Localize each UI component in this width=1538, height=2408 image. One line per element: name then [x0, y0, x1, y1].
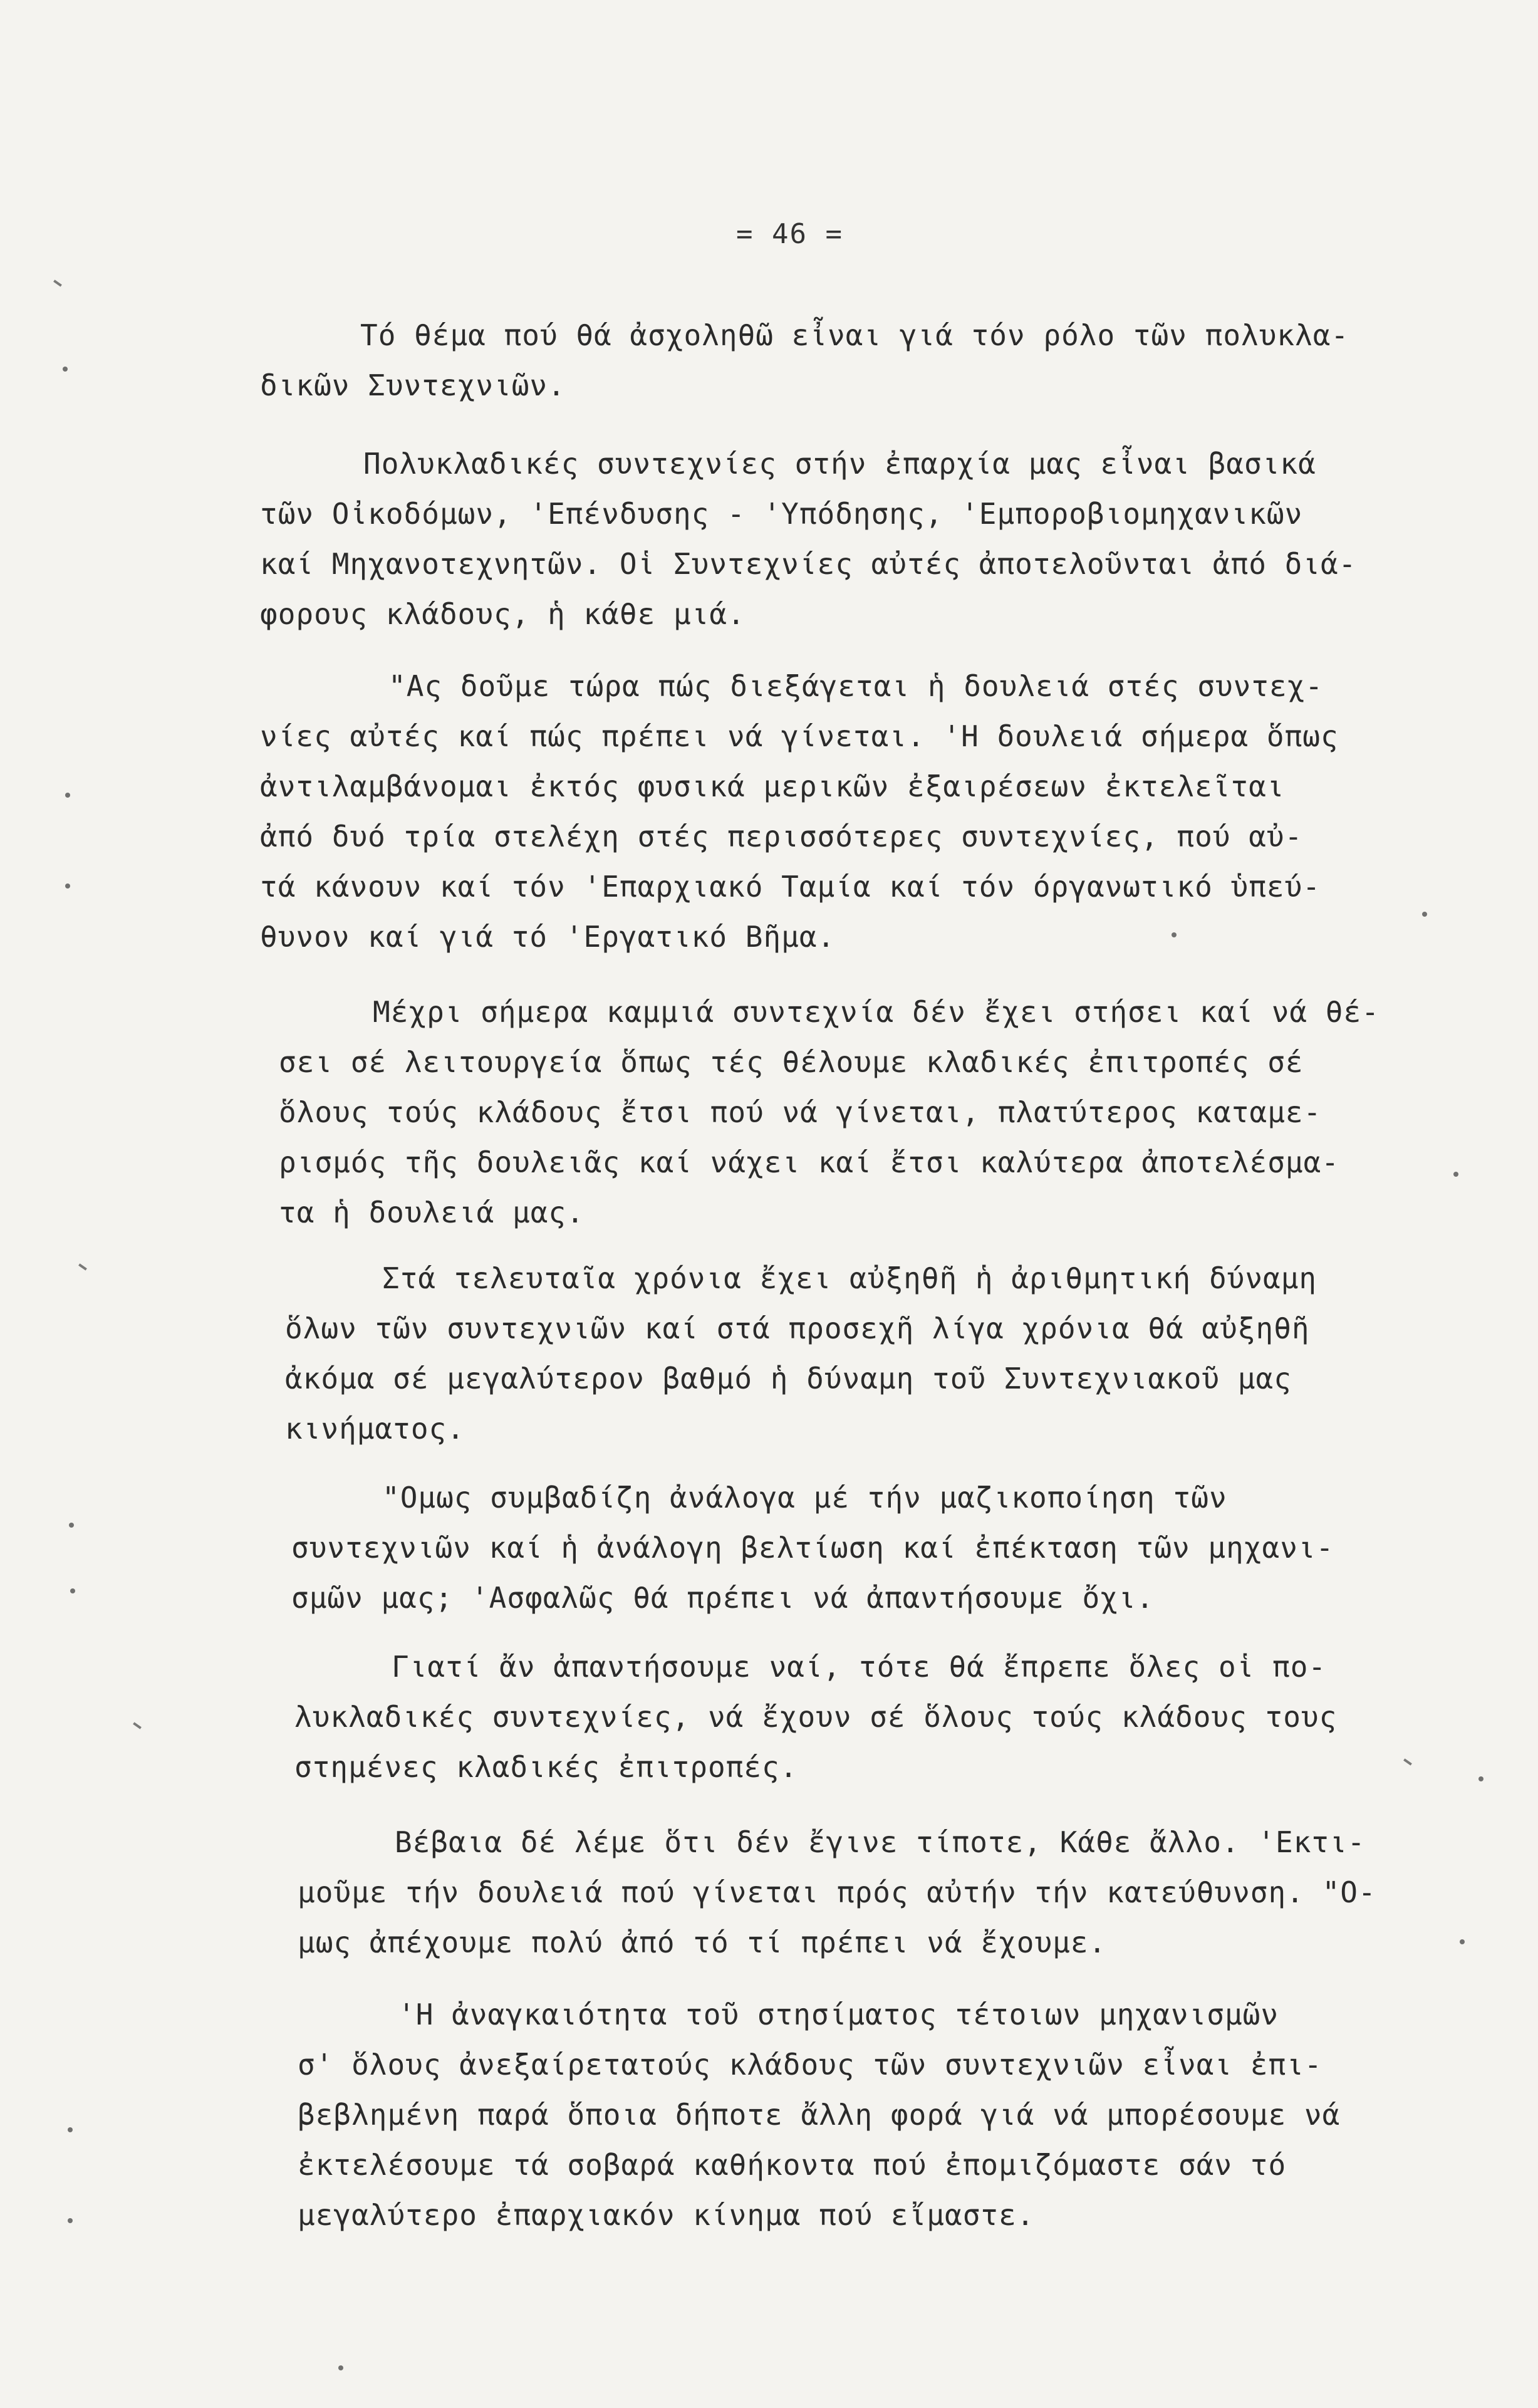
scan-speck: [1403, 1758, 1412, 1765]
paragraph-line: δικῶν Συντεχνιῶν.: [260, 368, 566, 402]
scan-speck: [70, 1588, 75, 1593]
paragraph-line: Μέχρι σήμερα καμμιά συντεχνία δέν ἔχει στήσει καί νά θέ-: [373, 995, 1380, 1029]
paragraph-line: φορους κλάδους, ἡ κάθε μιά.: [260, 597, 746, 631]
paragraph-line: σει σέ λειτουργεία ὅπως τές θέλουμε κλαδικές ἐπιτροπές σέ: [279, 1045, 1304, 1079]
scan-speck: [69, 1523, 74, 1528]
paragraph-line: συντεχνιῶν καί ἡ ἀνάλογη βελτίωση καί ἐπέκταση τῶν μηχανι-: [291, 1531, 1334, 1565]
paragraph-line: ρισμός τῆς δουλειᾶς καί νάχει καί ἔτσι καλύτερα ἀποτελέσμα-: [279, 1145, 1339, 1179]
paragraph-line: Τό θέμα πού θά ἀσχοληθῶ εἶναι γιά τόν ρόλο τῶν πολυκλα-: [360, 318, 1349, 352]
paragraph-line: τῶν Οἰκοδόμων, 'Επένδυσης - 'Υπόδησης, 'Εμποροβιομηχανικῶν: [260, 497, 1303, 531]
paragraph-line: ὅλων τῶν συντεχνιῶν καί στά προσεχῆ λίγα χρόνια θά αὐξηθῆ: [285, 1311, 1310, 1345]
paragraph-line: καί Μηχανοτεχνητῶν. Οἱ Συντεχνίες αὐτές ἀποτελοῦνται ἀπό διά-: [260, 547, 1357, 581]
scan-speck: [1453, 1172, 1458, 1177]
paragraph-line: τά κάνουν καί τόν 'Επαρχιακό Ταμία καί τόν όργανωτικό ὑπεύ-: [260, 870, 1321, 904]
scan-speck: [78, 1263, 87, 1270]
paragraph-line: ἀντιλαμβάνομαι ἐκτός φυσικά μερικῶν ἐξαιρέσεων ἐκτελεῖται: [260, 769, 1285, 803]
paragraph-line: ὅλους τούς κλάδους ἔτσι πού νά γίνεται, πλατύτερος καταμε-: [279, 1095, 1322, 1129]
paragraph-line: μως ἀπέχουμε πολύ ἀπό τό τί πρέπει νά ἔχουμε.: [298, 1926, 1107, 1959]
paragraph-line: "Ομως συμβαδίζη ἀνάλογα μέ τήν μαζικοποίηση τῶν: [382, 1481, 1227, 1514]
scan-speck: [63, 367, 68, 372]
scan-speck: [338, 2365, 343, 2370]
paragraph-line: σμῶν μας; 'Ασφαλῶς θά πρέπει νά ἀπαντήσουμε ὄχι.: [291, 1581, 1155, 1615]
paragraph-line: "Ας δοῦμε τώρα πώς διεξάγεται ἡ δουλειά στές συντεχ-: [388, 669, 1324, 703]
paragraph-line: νίες αὐτές καί πώς πρέπει νά γίνεται. 'Η δουλειά σήμερα ὅπως: [260, 719, 1339, 753]
paragraph-line: Βέβαια δέ λέμε ὅτι δέν ἔγινε τίποτε, Κάθε ἄλλο. 'Εκτι-: [395, 1825, 1366, 1859]
paragraph-line: ἐκτελέσουμε τά σοβαρά καθήκοντα πού ἐπομιζόμαστε σάν τό: [298, 2148, 1287, 2182]
scan-speck: [133, 1722, 142, 1729]
paragraph-line: θυνον καί γιά τό 'Εργατικό Βῆμα.: [260, 920, 836, 954]
paragraph-line: ἀπό δυό τρία στελέχη στές περισσότερες συντεχνίες, πού αὐ-: [260, 820, 1303, 853]
paragraph-line: Πολυκλαδικές συντεχνίες στήν ἐπαρχία μας εἶναι βασικά: [363, 447, 1316, 481]
paragraph-line: μεγαλύτερο ἐπαρχιακόν κίνημα πού εἴμαστε.: [298, 2198, 1035, 2232]
paragraph-line: τα ἡ δουλειά μας.: [279, 1196, 585, 1229]
paragraph-line: Γιατί ἄν ἀπαντήσουμε ναί, τότε θά ἔπρεπε ὅλες οἱ πο-: [392, 1650, 1327, 1684]
paragraph-line: Στά τελευταῖα χρόνια ἔχει αὐξηθῆ ἡ ἀριθμητική δύναμη: [382, 1261, 1317, 1295]
scan-speck: [65, 793, 70, 798]
paragraph-line: στημένες κλαδικές ἐπιτροπές.: [294, 1750, 798, 1784]
paragraph-line: βεβλημένη παρά ὅποια δήποτε ἄλλη φορά γιά νά μπορέσουμε νά: [298, 2098, 1341, 2132]
page-number: = 46 =: [736, 218, 843, 250]
paragraph-line: μοῦμε τήν δουλειά πού γίνεται πρός αὐτήν τήν κατεύθυνση. "Ο-: [298, 1875, 1376, 1909]
scan-speck: [1422, 912, 1427, 917]
scan-speck: [1172, 932, 1177, 937]
scan-speck: [68, 2218, 73, 2223]
scan-speck: [65, 883, 70, 889]
paragraph-line: 'Η ἀναγκαιότητα τοῦ στησίματος τέτοιων μηχανισμῶν: [398, 1998, 1279, 2031]
scan-speck: [1460, 1939, 1465, 1944]
paragraph-line: σ' ὅλους ἀνεξαίρετατούς κλάδους τῶν συντεχνιῶν εἶναι ἐπι-: [298, 2048, 1322, 2082]
paragraph-line: λυκλαδικές συντεχνίες, νά ἔχουν σέ ὅλους τούς κλάδους τους: [294, 1700, 1338, 1734]
paragraph-line: ἀκόμα σέ μεγαλύτερον βαθμό ἡ δύναμη τοῦ Συντεχνιακοῦ μας: [285, 1362, 1292, 1395]
paragraph-line: κινήματος.: [285, 1412, 465, 1446]
scan-speck: [53, 279, 62, 286]
scan-speck: [1478, 1776, 1483, 1781]
scan-speck: [68, 2127, 73, 2132]
